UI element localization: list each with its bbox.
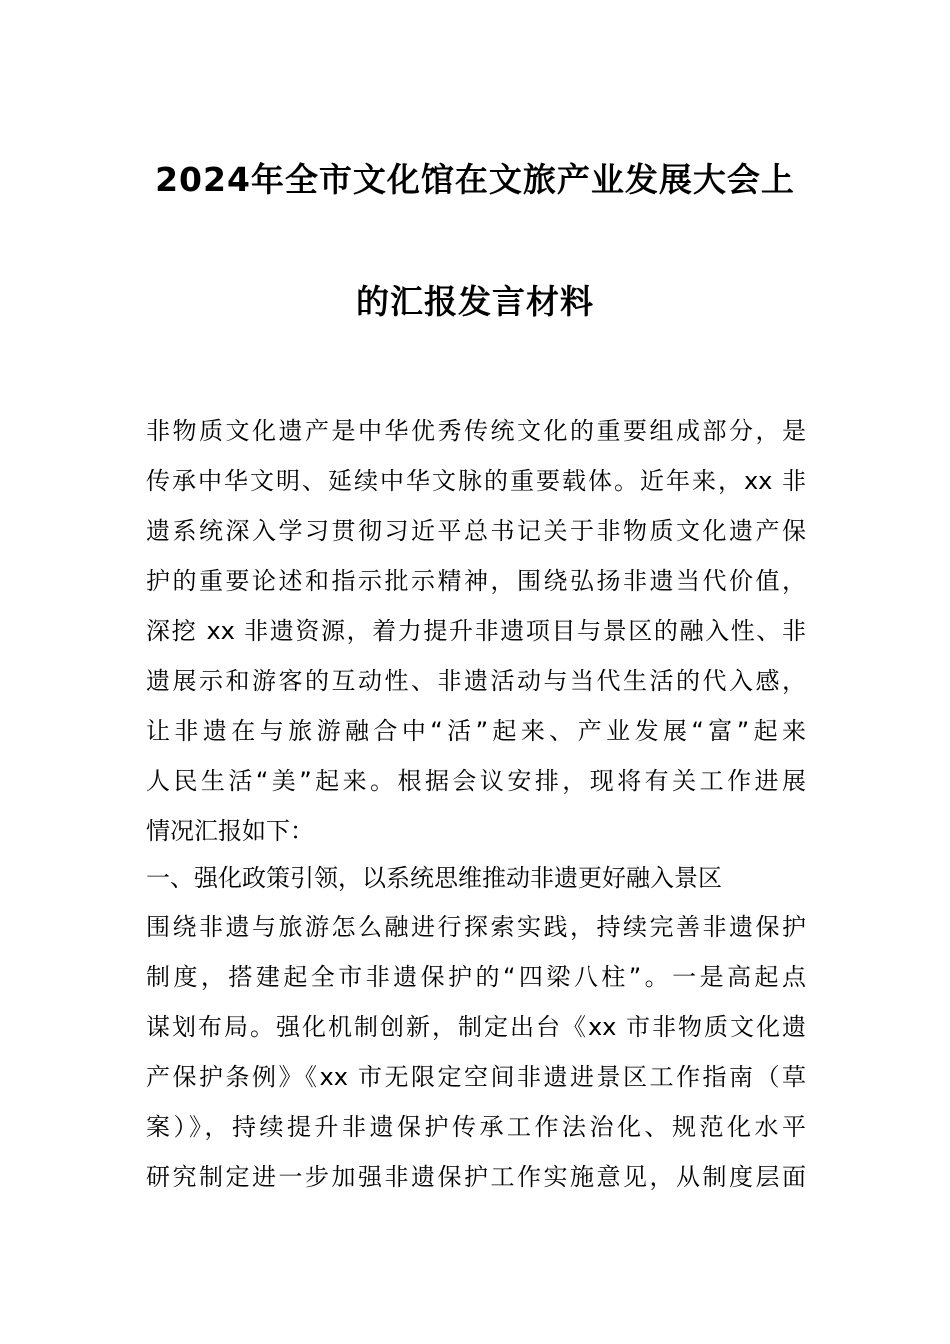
body-line: 谋划布局。强化机制创新，制定出台《xx 市非物质文化遗: [146, 1013, 806, 1041]
section-heading: 一、强化政策引领，以系统思维推动非遗更好融入景区: [146, 864, 722, 892]
body-line: 深挖 xx 非遗资源，着力提升非遗项目与景区的融入性、非: [146, 617, 806, 645]
document-title-line-1: 2024年全市文化馆在文旅产业发展大会上: [155, 160, 795, 199]
document-title-line-2: 的汇报发言材料: [356, 282, 594, 321]
body-line: 人民生活“美”起来。根据会议安排，现将有关工作进展: [146, 767, 806, 795]
body-line: 让非遗在与旅游融合中“活”起来、产业发展“富”起来: [146, 717, 806, 745]
body-line: 遗系统深入学习贯彻习近平总书记关于非物质文化遗产保: [146, 517, 806, 545]
body-line: 非物质文化遗产是中华优秀传统文化的重要组成部分，是: [146, 417, 806, 445]
body-line: 情况汇报如下：: [146, 817, 314, 845]
body-line: 案）》，持续提升非遗保护传承工作法治化、规范化水平: [146, 1113, 806, 1141]
body-line: 护的重要论述和指示批示精神，围绕弘扬非遗当代价值，: [146, 567, 806, 595]
body-line: 遗展示和游客的互动性、非遗活动与当代生活的代入感，: [146, 667, 806, 695]
body-line: 传承中华文明、延续中华文脉的重要载体。近年来，xx 非: [146, 467, 806, 495]
body-line: 研究制定进一步加强非遗保护工作实施意见，从制度层面: [146, 1163, 806, 1191]
body-line: 产保护条例》《xx 市无限定空间非遗进景区工作指南（草: [146, 1063, 806, 1091]
body-line: 制度，搭建起全市非遗保护的“四梁八柱”。一是高起点: [146, 963, 806, 991]
body-line: 围绕非遗与旅游怎么融进行探索实践，持续完善非遗保护: [146, 913, 806, 941]
